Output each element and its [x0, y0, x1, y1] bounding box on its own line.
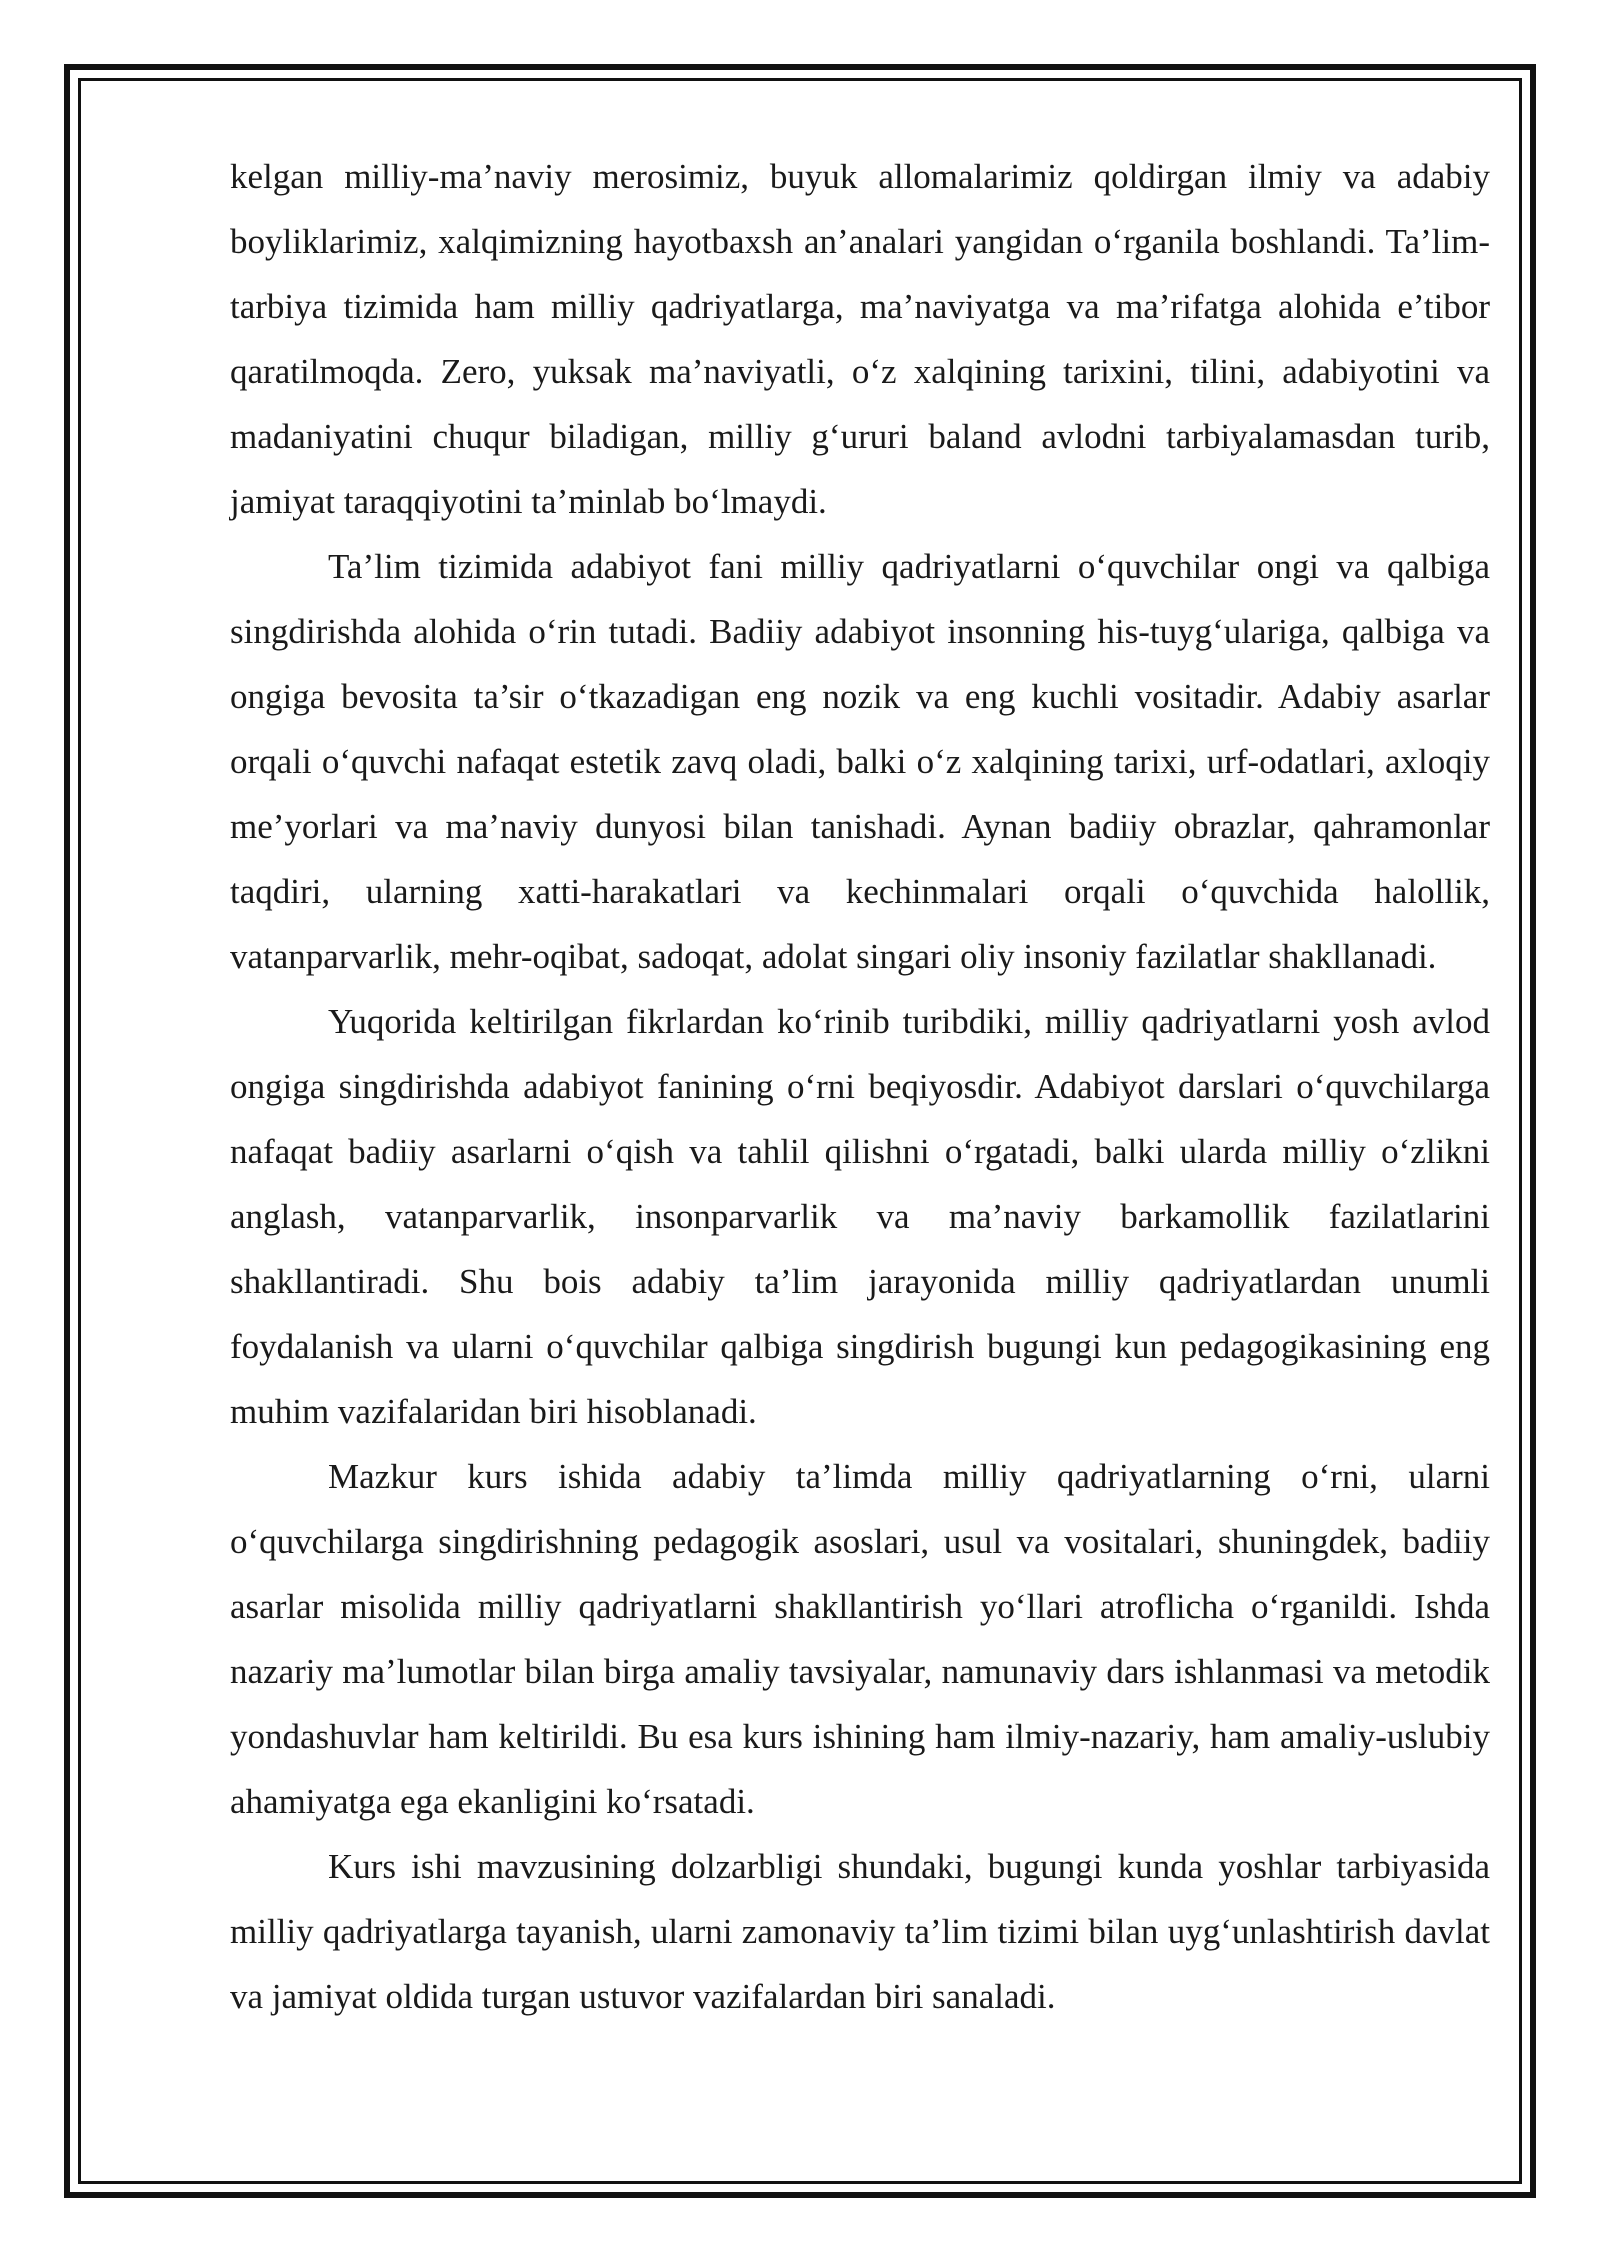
paragraph-relevance: Kurs ishi mavzusining dolzarbligi shundaki, bugungi kunda yoshlar tarbiyasida milliy qadriyatlarga tayanish, ularni zamonaviy ta’lim tizimi bilan uyg‘unlashtirish davlat va jamiyat oldida turgan ustuvor vazifalardan biri sanaladi. [230, 1847, 1490, 2016]
paragraph-course-work: Mazkur kurs ishida adabiy ta’limda milliy qadriyatlarning o‘rni, ularni o‘quvchilarga singdirishning pedagogik asoslari, usul va vositalari, shuningdek, badiiy asarlar misolida milliy qadriyatlarni shakllantirish yo‘llari atroflicha o‘rganildi. Ishda nazariy ma’lumotlar bilan birga amaliy tavsiyalar, namunaviy dars ishlanmasi va metodik yondashuvlar ham keltirildi. Bu esa kurs ishining ham ilmiy-nazariy, ham amaliy-uslubiy ahamiyatga ega ekanligini ko‘rsatadi. [230, 1457, 1490, 1821]
paragraph-continuation: kelgan milliy-ma’naviy merosimiz, buyuk allomalarimiz qoldirgan ilmiy va adabiy boyliklarimiz, xalqimizning hayotbaxsh an’analari yangidan o‘rganila boshlandi. Ta’lim-tarbiya tizimida ham milliy qadriyatlarga, ma’naviyatga va ma’rifatga alohida e’tibor qaratilmoqda. Zero, yuksak ma’naviyatli, o‘z xalqining tarixini, tilini, adabiyotini va madaniyatini chuqur biladigan, milliy g‘ururi baland avlodni tarbiyalamasdan turib, jamiyat taraqqiyotini ta’minlab bo‘lmaydi. [230, 157, 1490, 521]
paragraph-literature-role: Ta’lim tizimida adabiyot fani milliy qadriyatlarni o‘quvchilar ongi va qalbiga singdirishda alohida o‘rin tutadi. Badiiy adabiyot insonning his-tuyg‘ulariga, qalbiga va ongiga bevosita ta’sir o‘tkazadigan eng nozik va eng kuchli vositadir. Adabiy asarlar orqali o‘quvchi nafaqat estetik zavq oladi, balki o‘z xalqining tarixi, urf-odatlari, axloqiy me’yorlari va ma’naviy dunyosi bilan tanishadi. Aynan badiiy obrazlar, qahramonlar taqdiri, ularning xatti-harakatlari va kechinmalari orqali o‘quvchida halollik, vatanparvarlik, mehr-oqibat, sadoqat, adolat singari oliy insoniy fazilatlar shakllanadi. [230, 547, 1490, 976]
document-body [230, 144, 1490, 2029]
paragraph-conclusion: Yuqorida keltirilgan fikrlardan ko‘rinib turibdiki, milliy qadriyatlarni yosh avlod ongiga singdirishda adabiyot fanining o‘rni beqiyosdir. Adabiyot darslari o‘quvchilarga nafaqat badiiy asarlarni o‘qish va tahlil qilishni o‘rgatadi, balki ularda milliy o‘zlikni anglash, vatanparvarlik, insonparvarlik va ma’naviy barkamollik fazilatlarini shakllantiradi. Shu bois adabiy ta’lim jarayonida milliy qadriyatlardan unumli foydalanish va ularni o‘quvchilar qalbiga singdirish bugungi kun pedagogikasining eng muhim vazifalaridan biri hisoblanadi. [230, 1002, 1490, 1431]
